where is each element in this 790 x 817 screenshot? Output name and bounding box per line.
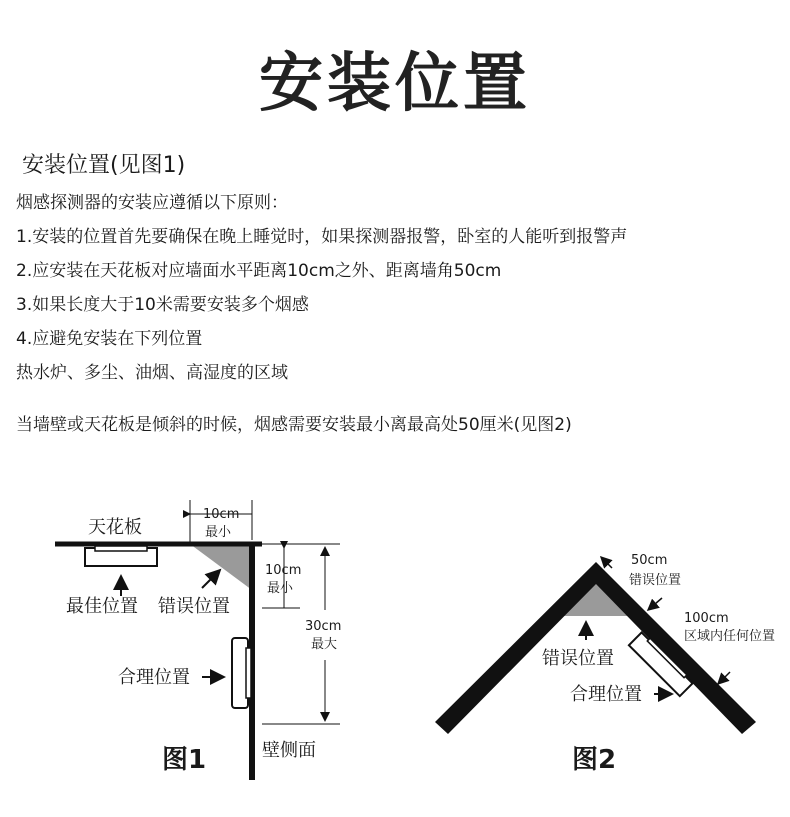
fig1-ok-label: 合理位置	[118, 667, 190, 688]
fig1-top-dim: 10cm	[203, 507, 240, 522]
fig1-ceiling-label: 天花板	[88, 517, 142, 538]
fig1-side-dim-sub: 最小	[267, 581, 294, 596]
fig1-best-label: 最佳位置	[66, 596, 138, 617]
fig2-wrong-label: 错误位置	[542, 648, 614, 669]
fig1-max-dim-sub: 最大	[311, 637, 338, 652]
section-heading: 安装位置(见图1)	[22, 153, 186, 178]
page-title: 安装位置	[259, 47, 531, 121]
fig1-top-dim-sub: 最小	[205, 525, 232, 540]
fig1-max-dim: 30cm	[305, 619, 342, 634]
figure-2	[435, 553, 775, 775]
fig1-wall-label: 壁侧面	[262, 740, 316, 761]
rule-3: 3.如果长度大于10米需要安装多个烟感	[16, 295, 309, 315]
figure-1	[55, 500, 341, 780]
rules-intro: 烟感探测器的安装应遵循以下原则：	[16, 193, 288, 213]
fig2-ok-label: 合理位置	[570, 684, 642, 705]
rule-2: 2.应安装在天花板对应墙面水平距离10cm之外、距离墙角50cm	[16, 261, 502, 281]
fig2-top-dim-sub: 错误位置	[629, 573, 682, 588]
fig1-caption: 图1	[162, 745, 207, 775]
fig2-caption: 图2	[572, 745, 617, 775]
rule-4-detail: 热水炉、多尘、油烟、高湿度的区域	[16, 363, 288, 383]
fig2-top-dim: 50cm	[631, 553, 668, 568]
fig1-side-dim: 10cm	[265, 563, 302, 578]
fig2-range-dim: 100cm	[684, 611, 729, 626]
rule-1: 1.安装的位置首先要确保在晚上睡觉时，如果探测器报警，卧室的人能听到报警声	[16, 227, 628, 247]
rule-4: 4.应避免安装在下列位置	[16, 329, 203, 349]
fig1-wrong-label: 错误位置	[158, 596, 230, 617]
fig1-wrong-zone	[190, 544, 252, 590]
slope-note: 当墙壁或天花板是倾斜的时候，烟感需要安装最小离最高处50厘米(见图2)	[16, 415, 572, 435]
fig2-range-dim-sub: 区域内任何位置	[684, 629, 776, 644]
